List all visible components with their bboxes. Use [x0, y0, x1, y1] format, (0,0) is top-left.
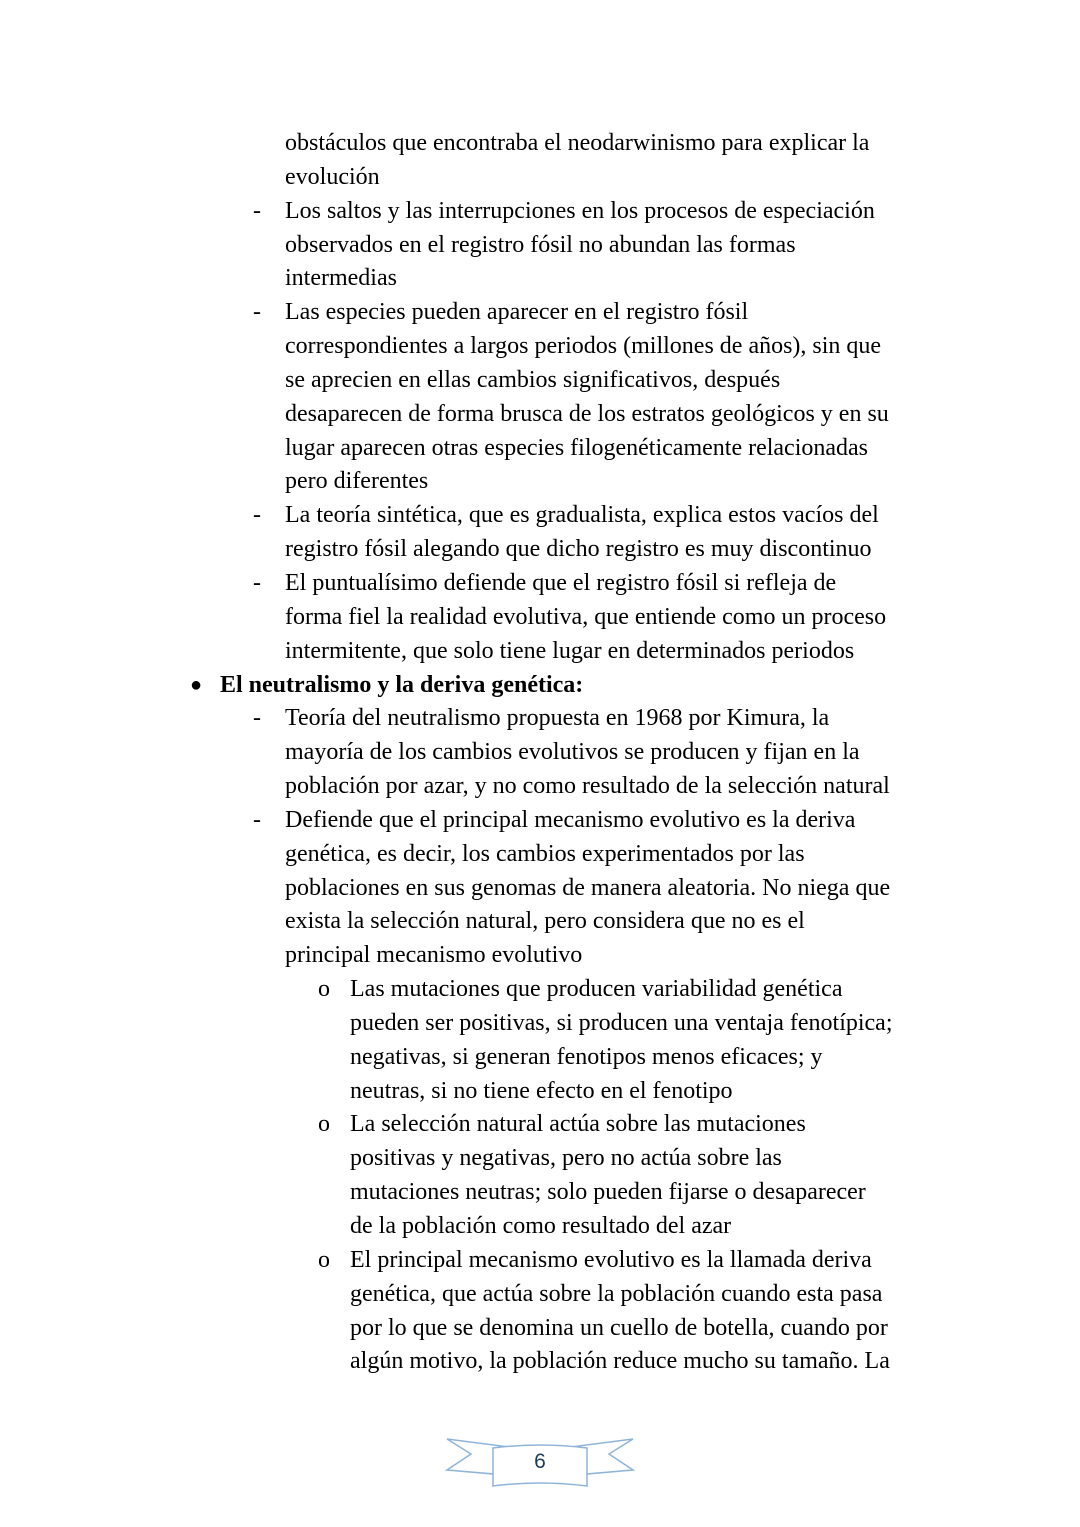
- text-line: intermedias: [285, 265, 397, 292]
- text-line: positivas y negativas, pero no actúa sobre las: [350, 1145, 782, 1172]
- circ-marker-icon: o: [318, 976, 330, 1003]
- text-line: El principal mecanismo evolutivo es la llamada deriva: [350, 1246, 872, 1273]
- text-line: principal mecanismo evolutivo: [285, 942, 583, 969]
- text-line: La teoría sintética, que es gradualista, explica estos vacíos del: [285, 502, 879, 529]
- text-line: por lo que se denomina un cuello de botella, cuando por: [350, 1314, 888, 1341]
- list-item: [0, 567, 1080, 669]
- text-line: Los saltos y las interrupciones en los procesos de especiación: [285, 197, 875, 224]
- list-item: [0, 1244, 1080, 1379]
- text-line: El neutralismo y la deriva genética:: [220, 671, 584, 698]
- dash-marker-icon: -: [253, 806, 261, 833]
- text-line: Las especies pueden aparecer en el registro fósil: [285, 299, 749, 326]
- list-item: [0, 804, 1080, 973]
- list-item: [0, 296, 1080, 499]
- text-line: La selección natural actúa sobre las mutaciones: [350, 1111, 806, 1138]
- text-line: población por azar, y no como resultado de la selección natural: [285, 773, 890, 800]
- text-line: poblaciones en sus genomas de manera aleatoria. No niega que: [285, 874, 891, 901]
- bullet-marker-icon: ●: [190, 673, 203, 696]
- dash-marker-icon: -: [253, 502, 261, 529]
- page-number: 6: [534, 1450, 546, 1473]
- page-number-ribbon: [445, 1436, 635, 1490]
- text-line: El puntualísimo defiende que el registro fósil si refleja de: [285, 569, 837, 596]
- text-line: negativas, si generan fenotipos menos eficaces; y: [350, 1043, 823, 1070]
- text-line: neutras, si no tiene efecto en el fenotipo: [350, 1077, 733, 1104]
- text-line: Teoría del neutralismo propuesta en 1968 por Kimura, la: [285, 705, 830, 732]
- text-line: exista la selección natural, pero considera que no es el: [285, 908, 805, 935]
- text-line: se aprecien en ellas cambios significativos, después: [285, 366, 781, 393]
- document-body: [0, 127, 1080, 1379]
- circ-marker-icon: o: [318, 1246, 330, 1273]
- dash-marker-icon: -: [253, 299, 261, 326]
- list-item: [0, 499, 1080, 567]
- text-line: genética, es decir, los cambios experimentados por las: [285, 840, 805, 867]
- text-line: Defiende que el principal mecanismo evolutivo es la deriva: [285, 806, 856, 833]
- text-line: intermitente, que solo tiene lugar en determinados periodos: [285, 637, 855, 664]
- text-line: lugar aparecen otras especies filogenéticamente relacionadas: [285, 434, 869, 461]
- list-item: [0, 1108, 1080, 1243]
- text-line: forma fiel la realidad evolutiva, que entiende como un proceso: [285, 603, 887, 630]
- text-line: algún motivo, la población reduce mucho su tamaño. La: [350, 1348, 890, 1375]
- text-line: Las mutaciones que producen variabilidad genética: [350, 976, 843, 1003]
- text-line: obstáculos que encontraba el neodarwinismo para explicar la: [285, 130, 870, 156]
- text-line: desaparecen de forma brusca de los estratos geológicos y en su: [285, 400, 889, 427]
- text-line: mayoría de los cambios evolutivos se producen y fijan en la: [285, 739, 860, 766]
- text-line: evolución: [285, 163, 380, 190]
- text-line: mutaciones neutras; solo pueden fijarse o desaparecer: [350, 1179, 866, 1206]
- dash-marker-icon: -: [253, 705, 261, 732]
- dash-marker-icon: -: [253, 197, 261, 224]
- dash-marker-icon: -: [253, 569, 261, 596]
- list-item: [0, 702, 1080, 804]
- list-item: [0, 195, 1080, 297]
- text-line: pero diferentes: [285, 468, 429, 495]
- text-line: genética, que actúa sobre la población cuando esta pasa: [350, 1280, 883, 1307]
- list-item: [0, 973, 1080, 1108]
- text-line: registro fósil alegando que dicho registro es muy discontinuo: [285, 536, 872, 563]
- text-line: de la población como resultado del azar: [350, 1213, 732, 1239]
- section-heading: [0, 669, 1080, 703]
- list-item: [0, 127, 1080, 195]
- text-line: observados en el registro fósil no abundan las formas: [285, 231, 796, 258]
- text-line: correspondientes a largos periodos (millones de años), sin que: [285, 333, 882, 360]
- text-line: pueden ser positivas, si producen una ventaja fenotípica;: [350, 1009, 893, 1036]
- circ-marker-icon: o: [318, 1111, 330, 1138]
